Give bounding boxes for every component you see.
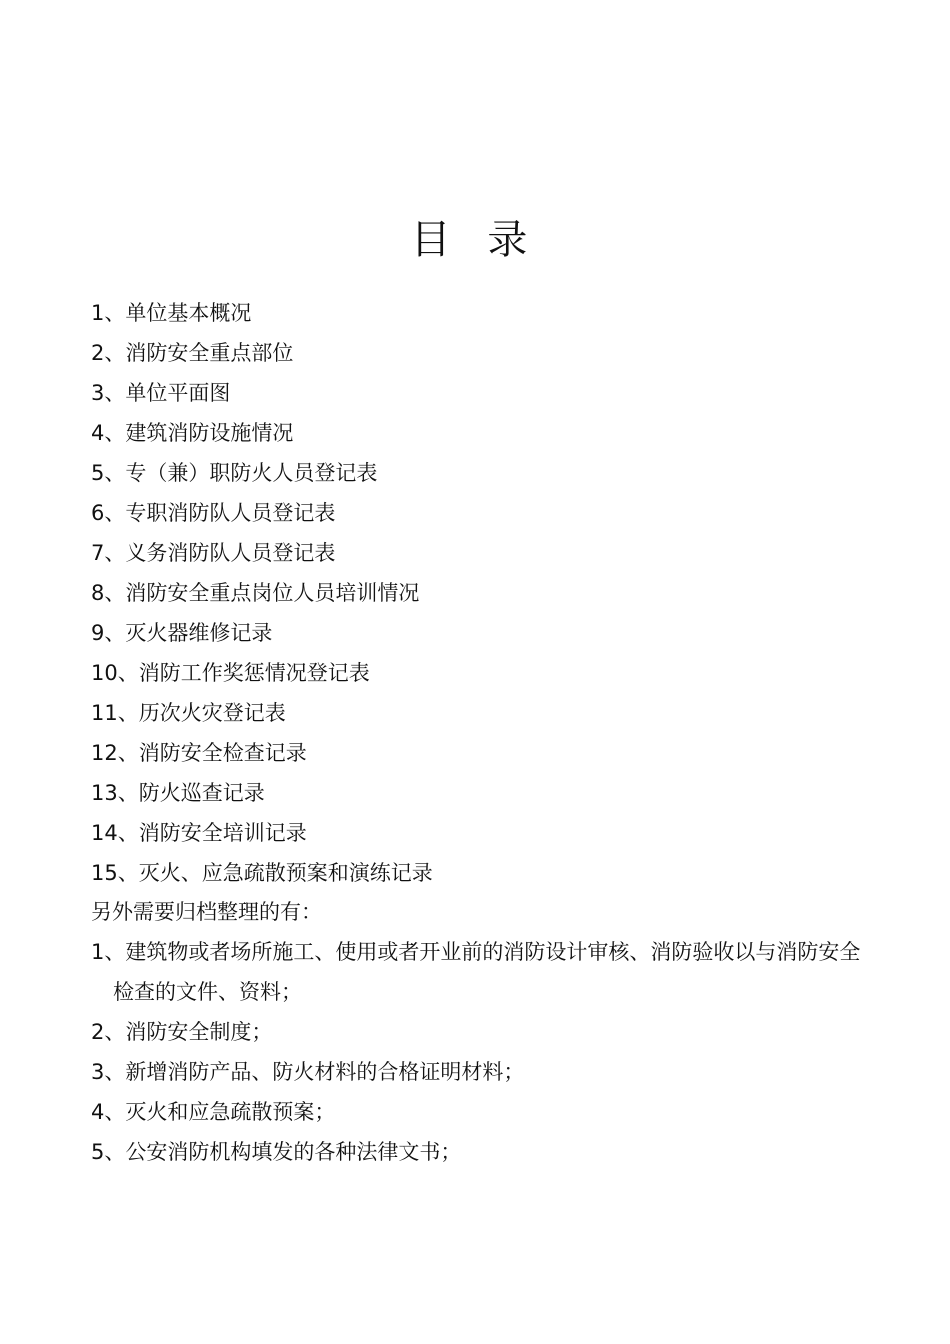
toc-item: 5、专（兼）职防火人员登记表 (91, 461, 378, 485)
toc-item: 6、专职消防队人员登记表 (91, 501, 336, 525)
toc-item: 1、单位基本概况 (91, 301, 252, 325)
extra-archive-item: 3、新增消防产品、防火材料的合格证明材料； (91, 1060, 525, 1084)
toc-item: 15、灭火、应急疏散预案和演练记录 (91, 861, 433, 885)
extra-archive-item: 2、消防安全制度； (91, 1020, 273, 1044)
toc-item: 7、义务消防队人员登记表 (91, 541, 336, 565)
toc-item: 12、消防安全检查记录 (91, 741, 307, 765)
extra-archive-item: 5、公安消防机构填发的各种法律文书； (91, 1140, 462, 1164)
extra-archive-heading: 另外需要归档整理的有： (91, 900, 322, 924)
toc-item: 10、消防工作奖惩情况登记表 (91, 661, 370, 685)
extra-archive-item: 4、灭火和应急疏散预案； (91, 1100, 336, 1124)
toc-item: 9、灭火器维修记录 (91, 621, 273, 645)
toc-item: 3、单位平面图 (91, 381, 231, 405)
extra-archive-item: 1、建筑物或者场所施工、使用或者开业前的消防设计审核、消防验收以与消防安全检查的文件、资料； (91, 940, 861, 1004)
page-title: 目 录 (410, 217, 540, 263)
toc-item: 4、建筑消防设施情况 (91, 421, 294, 445)
table-of-contents (91, 293, 871, 893)
toc-item: 13、防火巡查记录 (91, 781, 265, 805)
extra-archive-list (91, 932, 871, 1172)
toc-item: 2、消防安全重点部位 (91, 341, 294, 365)
toc-item: 8、消防安全重点岗位人员培训情况 (91, 581, 420, 605)
toc-item: 14、消防安全培训记录 (91, 821, 307, 845)
toc-item: 11、历次火灾登记表 (91, 701, 286, 725)
